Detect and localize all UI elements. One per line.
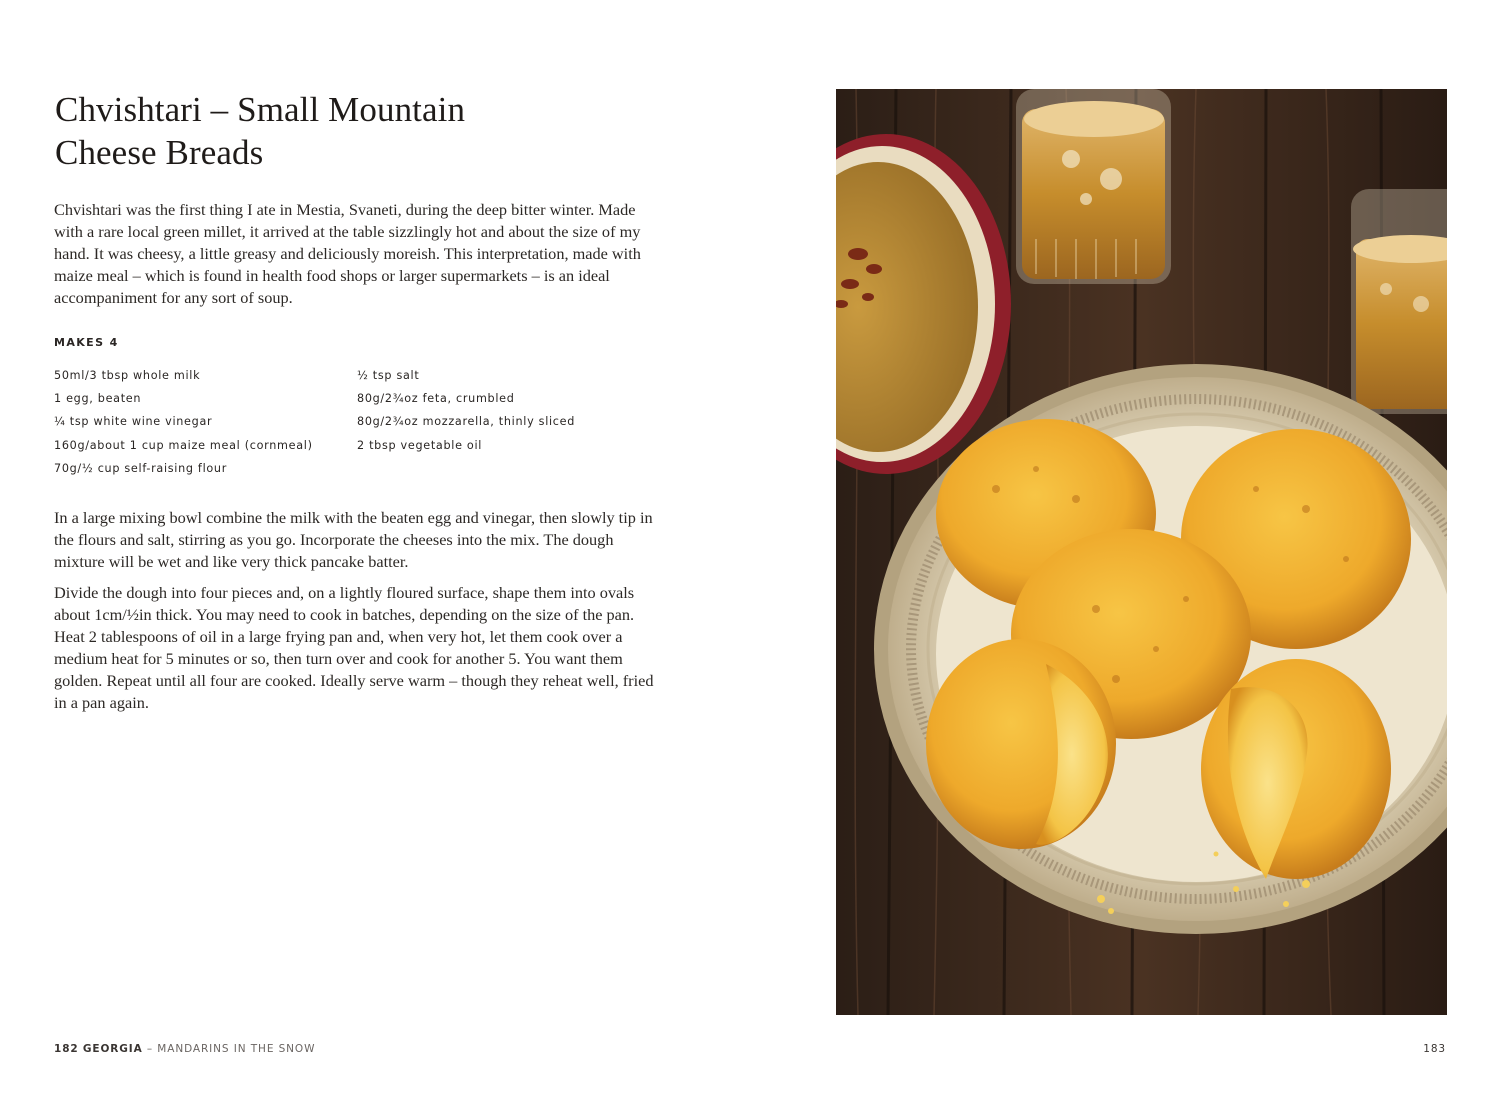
food-photo-illustration [836,89,1447,1015]
method-section [54,507,654,723]
chapter-name: MANDARINS IN THE SNOW [157,1043,316,1055]
ingredient-item: 1 egg, beaten [54,392,142,406]
ingredient-item: 70g/½ cup self-raising flour [54,461,228,475]
title-line-2: Cheese Breads [55,133,264,172]
food-photo [836,89,1447,1015]
title-line-1: Chvishtari – Small Mountain [55,90,466,129]
ingredient-item: 2 tbsp vegetable oil [357,438,483,452]
footer-left [54,1043,315,1055]
right-page [750,0,1500,1105]
ingredient-list [54,364,674,480]
yield-label: MAKES 4 [54,336,119,349]
ingredient-item: 80g/2¾oz feta, crumbled [357,392,515,406]
ingredient-item: 50ml/3 tbsp whole milk [54,369,201,382]
section-name: GEORGIA [82,1043,143,1055]
method-step: In a large mixing bowl combine the milk with the beaten egg and vinegar, then slowly tip in the flours and salt, stirring as you go. Incorporate the cheeses into the mix. The dough mixture will be wet and like very thick pancake batter. [54,508,653,571]
ingredient-item: ½ tsp salt [357,369,420,382]
page-number-right: 183 [1423,1043,1446,1055]
ingredient-item: 160g/about 1 cup maize meal (cornmeal) [54,438,313,452]
ingredient-item: ¼ tsp white wine vinegar [54,415,213,429]
recipe-title [55,88,695,174]
ingredient-item: 80g/2¾oz mozzarella, thinly sliced [357,415,576,429]
recipe-intro: Chvishtari was the first thing I ate in Mestia, Svaneti, during the deep bitter winter. Made with a rare local green millet, it arrived at the table sizzlingly hot and about the size of my hand. It was cheesy, a little greasy and deliciously moreish. This interpretation, made with maize meal – which is found in health food shops or larger supermarkets – is an ideal accompaniment for any sort of soup. [54,200,641,307]
method-step: Divide the dough into four pieces and, on a lightly floured surface, shape them into ovals about 1cm/½in thick. You may need to cook in batches, depending on the size of the pan. Heat 2 tablespoons of oil in a large frying pan and, when very hot, let them cook over a medium heat for 5 minutes or so, then turn over and cook for another 5. You want them golden. Repeat until all four are cooked. Ideally serve warm – though they reheat well, fried in a pan again. [54,583,654,712]
page-number-left: 182 [54,1043,79,1055]
footer-separator: – [146,1043,154,1055]
